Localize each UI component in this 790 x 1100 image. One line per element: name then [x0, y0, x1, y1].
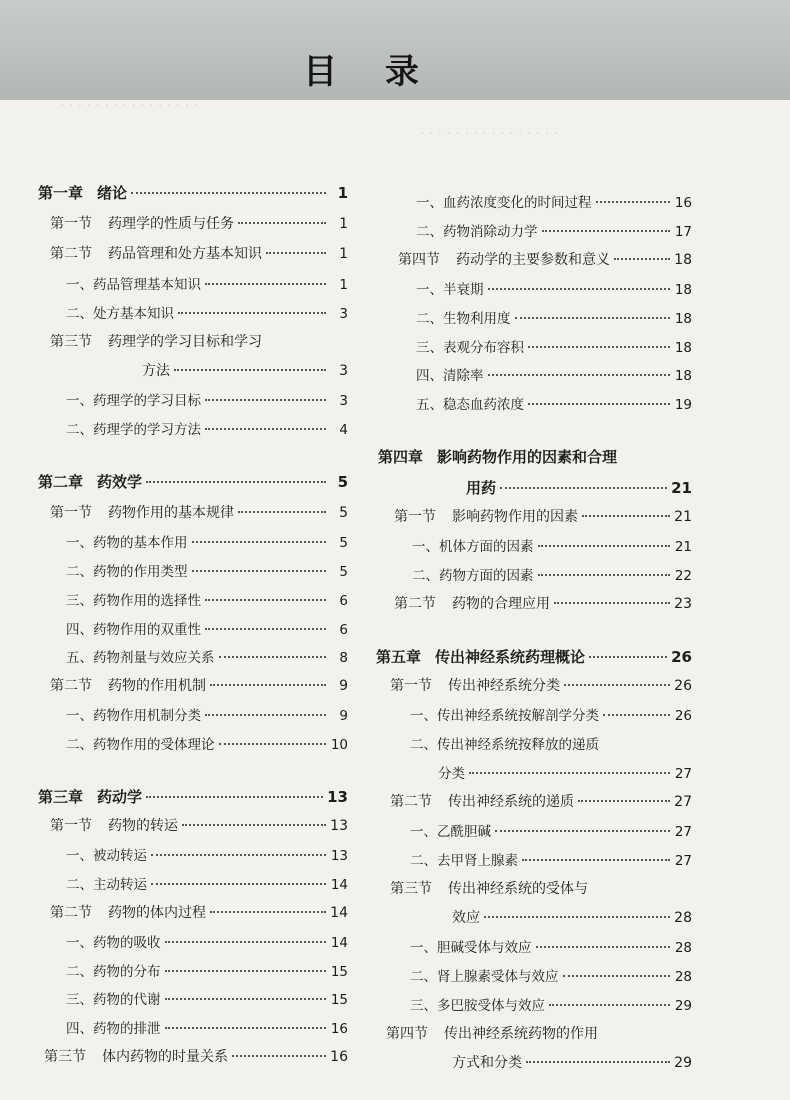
dot-leader	[538, 544, 671, 547]
toc-entry-title: 五、稳态血药浓度	[416, 397, 524, 413]
toc-section-entry[interactable]	[36, 675, 348, 695]
toc-page-number: 13	[330, 848, 348, 864]
toc-item-entry[interactable]	[36, 531, 348, 551]
toc-item-entry[interactable]	[36, 646, 348, 666]
dot-leader	[146, 480, 326, 483]
toc-page-number: 28	[674, 969, 692, 985]
toc-entry-title: 分类	[438, 766, 465, 782]
toc-item-entry[interactable]	[376, 564, 692, 584]
toc-page-number: 3	[339, 393, 348, 409]
toc-item-entry[interactable]	[36, 589, 348, 609]
toc-page-number: 27	[674, 824, 692, 840]
toc-page-number: 26	[674, 678, 692, 694]
toc-entry-title: 传出神经系统的受体与	[448, 881, 588, 897]
toc-item-entry[interactable]	[36, 273, 348, 293]
dot-leader	[596, 200, 671, 203]
dot-leader	[488, 287, 671, 290]
toc-item-entry[interactable]	[376, 535, 692, 555]
toc-page-number: 1	[339, 216, 348, 232]
toc-page-number: 5	[339, 564, 348, 580]
toc-entry-number: 第二节	[394, 596, 436, 612]
toc-item-entry[interactable]	[36, 931, 348, 951]
toc-section-entry[interactable]	[36, 243, 348, 263]
toc-page-number: 17	[674, 224, 692, 240]
toc-item-entry[interactable]	[36, 988, 348, 1008]
toc-item-entry[interactable]	[36, 618, 348, 638]
toc-page-number: 1	[339, 246, 348, 262]
toc-entry-title: 一、半衰期	[416, 282, 484, 298]
toc-entry-title: 一、胆碱受体与效应	[410, 940, 532, 956]
toc-section-entry[interactable]	[376, 593, 692, 613]
toc-item-entry[interactable]	[36, 960, 348, 980]
toc-chapter-entry[interactable]	[376, 477, 692, 498]
dot-leader	[165, 969, 327, 972]
toc-entry-title: 四、清除率	[416, 368, 484, 384]
dot-leader	[205, 282, 326, 285]
page-title: 目 录	[303, 52, 437, 92]
dot-leader	[266, 341, 344, 342]
toc-entry-title: 二、去甲肾上腺素	[410, 853, 518, 869]
dot-leader	[151, 882, 326, 885]
toc-entry-title: 三、多巴胺受体与效应	[410, 998, 545, 1014]
dot-leader	[621, 457, 688, 458]
toc-page-number: 15	[330, 992, 348, 1008]
toc-page-number: 21	[674, 509, 692, 525]
dot-leader	[238, 510, 326, 513]
toc-entry-title: 四、药物作用的双重性	[66, 622, 201, 638]
toc-item-entry[interactable]	[376, 762, 692, 782]
toc-item-entry[interactable]	[36, 733, 348, 753]
dot-leader	[205, 598, 326, 601]
dot-leader	[563, 974, 671, 977]
toc-page-number: 5	[339, 505, 348, 521]
dot-leader	[578, 799, 670, 802]
toc-entry-title: 二、主动转运	[66, 877, 147, 893]
toc-item-entry[interactable]	[376, 733, 692, 753]
toc-entry-title: 一、被动转运	[66, 848, 147, 864]
toc-entry-title: 方式和分类	[452, 1055, 522, 1071]
toc-entry-number: 第一节	[50, 818, 92, 834]
dot-leader	[205, 398, 326, 401]
toc-page-number: 6	[339, 622, 348, 638]
toc-entry-title: 一、乙酰胆碱	[410, 824, 491, 840]
toc-entry-number: 第三章	[38, 788, 84, 806]
dot-leader	[592, 888, 688, 889]
toc-section-entry[interactable]	[376, 1052, 692, 1072]
toc-item-entry[interactable]	[376, 994, 692, 1014]
toc-chapter-entry[interactable]	[376, 446, 692, 467]
toc-entry-title: 方法	[142, 363, 170, 379]
toc-item-entry[interactable]	[36, 704, 348, 724]
dot-leader	[205, 427, 326, 430]
toc-entry-title: 一、药物作用机制分类	[66, 708, 201, 724]
toc-entry-title: 药物的体内过程	[108, 905, 206, 921]
toc-chapter-entry[interactable]	[376, 646, 692, 667]
dot-leader	[178, 311, 326, 314]
toc-entry-title: 传出神经系统药物的作用	[444, 1026, 598, 1042]
toc-item-entry[interactable]	[36, 1017, 348, 1037]
toc-entry-title: 一、药物的吸收	[66, 935, 161, 951]
toc-page-number: 13	[330, 818, 348, 834]
toc-item-entry[interactable]	[376, 336, 692, 356]
toc-entry-number: 第四章	[378, 448, 424, 466]
toc-section-entry[interactable]	[36, 213, 348, 233]
toc-section-entry[interactable]	[376, 791, 692, 811]
toc-item-entry[interactable]	[376, 364, 692, 384]
toc-page-number: 16	[674, 195, 692, 211]
toc-page-number: 28	[674, 910, 692, 926]
toc-entry-title: 二、肾上腺素受体与效应	[410, 969, 559, 985]
toc-section-entry[interactable]	[36, 502, 348, 522]
toc-entry-title: 传出神经系统分类	[448, 678, 560, 694]
toc-entry-title: 药动学	[97, 788, 143, 806]
toc-item-entry[interactable]	[376, 307, 692, 327]
toc-entry-number: 第五章	[376, 648, 422, 666]
dot-leader	[165, 997, 327, 1000]
toc-entry-title: 三、药物作用的选择性	[66, 593, 201, 609]
toc-section-entry[interactable]	[376, 249, 692, 269]
dot-leader	[210, 683, 326, 686]
toc-entry-title: 二、生物利用度	[416, 311, 511, 327]
dot-leader	[205, 713, 326, 716]
toc-item-entry[interactable]	[376, 191, 692, 211]
dot-leader	[484, 915, 670, 918]
toc-page-number: 19	[674, 397, 692, 413]
toc-entry-title: 效应	[452, 910, 480, 926]
toc-entry-title: 二、药物消除动力学	[416, 224, 538, 240]
toc-page-number: 18	[674, 311, 692, 327]
toc-entry-number: 第三节	[50, 334, 92, 350]
toc-item-entry[interactable]	[36, 873, 348, 893]
toc-entry-title: 一、血药浓度变化的时间过程	[416, 195, 592, 211]
toc-page-number: 1	[337, 184, 348, 202]
dot-leader	[192, 540, 327, 543]
dot-leader	[232, 1054, 326, 1057]
toc-page-number: 13	[327, 788, 348, 806]
toc-page-number: 5	[339, 535, 348, 551]
dot-leader	[131, 191, 326, 194]
dot-leader	[266, 251, 326, 254]
toc-page-number: 14	[330, 877, 348, 893]
toc-page-number: 15	[330, 964, 348, 980]
show-through-shadow: · · · · · · · · · · · · · · · ·	[60, 98, 198, 114]
toc-page-number: 29	[674, 998, 692, 1014]
toc-entry-number: 第一节	[390, 678, 432, 694]
toc-entry-title: 二、药物方面的因素	[412, 568, 534, 584]
toc-page-number: 1	[339, 277, 348, 293]
toc-item-entry[interactable]	[36, 302, 348, 322]
toc-entry-number: 第二节	[50, 905, 92, 921]
toc-entry-title: 一、传出神经系统按解剖学分类	[410, 708, 599, 724]
toc-item-entry[interactable]	[36, 418, 348, 438]
toc-entry-number: 第一节	[50, 505, 92, 521]
dot-leader	[542, 229, 671, 232]
toc-page-number: 26	[671, 648, 692, 666]
toc-item-entry[interactable]	[36, 560, 348, 580]
toc-chapter-entry[interactable]	[36, 471, 348, 492]
toc-entry-number: 第三节	[390, 881, 432, 897]
dot-leader	[469, 771, 670, 774]
toc-chapter-entry[interactable]	[36, 786, 348, 807]
toc-entry-number: 第一节	[50, 216, 92, 232]
toc-page-number: 27	[674, 853, 692, 869]
toc-section-entry[interactable]	[36, 815, 348, 835]
toc-entry-title: 一、药品管理基本知识	[66, 277, 201, 293]
toc-entry-title: 二、药物的作用类型	[66, 564, 188, 580]
toc-entry-title: 药理学的性质与任务	[108, 216, 234, 232]
toc-entry-title: 药物作用的基本规律	[108, 505, 234, 521]
toc-entry-title: 二、药物作用的受体理论	[66, 737, 215, 753]
toc-entry-title: 二、处方基本知识	[66, 306, 174, 322]
toc-page-number: 3	[339, 363, 348, 379]
toc-entry-number: 第二节	[390, 794, 432, 810]
dot-leader	[538, 573, 671, 576]
toc-entry-number: 第四节	[386, 1026, 428, 1042]
toc-entry-title: 三、药物的代谢	[66, 992, 161, 1008]
toc-entry-title: 二、传出神经系统按释放的递质	[410, 737, 599, 753]
toc-entry-title: 药效学	[97, 473, 143, 491]
toc-page-number: 10	[330, 737, 348, 753]
toc-page-number: 29	[674, 1055, 692, 1071]
toc-entry-number: 第一节	[394, 509, 436, 525]
dot-leader	[488, 373, 671, 376]
dot-leader	[515, 316, 671, 319]
toc-item-entry[interactable]	[376, 965, 692, 985]
dot-leader	[582, 514, 670, 517]
toc-page-number: 5	[337, 473, 348, 491]
toc-entry-number: 第二节	[50, 678, 92, 694]
toc-entry-title: 五、药物剂量与效应关系	[66, 650, 215, 666]
toc-page-number: 22	[674, 568, 692, 584]
toc-page-number: 8	[339, 650, 348, 666]
dot-leader	[174, 368, 326, 371]
toc-page-number: 14	[330, 935, 348, 951]
dot-leader	[603, 744, 688, 745]
toc-section-entry[interactable]	[376, 506, 692, 526]
toc-chapter-entry[interactable]	[36, 182, 348, 203]
toc-page-number: 26	[674, 708, 692, 724]
toc-page-number: 14	[330, 905, 348, 921]
toc-page-number: 27	[674, 794, 692, 810]
toc-item-entry[interactable]	[36, 389, 348, 409]
dot-leader	[192, 569, 327, 572]
toc-section-entry[interactable]	[36, 1046, 348, 1066]
toc-entry-title: 绪论	[97, 184, 128, 202]
toc-entry-title: 体内药物的时量关系	[102, 1049, 228, 1065]
toc-section-entry[interactable]	[36, 331, 348, 351]
toc-entry-title: 药动学的主要参数和意义	[456, 252, 610, 268]
toc-entry-number: 第四节	[398, 252, 440, 268]
toc-entry-title: 传出神经系统的递质	[448, 794, 574, 810]
toc-page-number: 21	[671, 479, 692, 497]
toc-item-entry[interactable]	[376, 820, 692, 840]
toc-entry-title: 影响药物作用的因素和合理	[437, 448, 618, 466]
toc-entry-title: 一、机体方面的因素	[412, 539, 534, 555]
toc-page-number: 18	[674, 252, 692, 268]
dot-leader	[210, 910, 326, 913]
toc-page-number: 3	[339, 306, 348, 322]
dot-leader	[205, 627, 326, 630]
dot-leader	[165, 1026, 327, 1029]
toc-page-number: 18	[674, 340, 692, 356]
toc-entry-title: 一、药理学的学习目标	[66, 393, 201, 409]
toc-entry-title: 用药	[466, 479, 497, 497]
toc-item-entry[interactable]	[376, 393, 692, 413]
toc-page-number: 9	[339, 678, 348, 694]
toc-entry-title: 药理学的学习目标和学习	[108, 334, 262, 350]
dot-leader	[522, 858, 670, 861]
dot-leader	[603, 713, 670, 716]
toc-page-number: 16	[330, 1049, 348, 1065]
toc-entry-title: 药物的作用机制	[108, 678, 206, 694]
toc-section-entry[interactable]	[36, 902, 348, 922]
toc-entry-title: 三、表观分布容积	[416, 340, 524, 356]
dot-leader	[564, 683, 670, 686]
toc-item-entry[interactable]	[376, 704, 692, 724]
dot-leader	[526, 1060, 670, 1063]
toc-page-number: 16	[330, 1021, 348, 1037]
toc-entry-title: 药物的合理应用	[452, 596, 550, 612]
toc-item-entry[interactable]	[376, 849, 692, 869]
toc-item-entry[interactable]	[376, 936, 692, 956]
toc-entry-number: 第二章	[38, 473, 84, 491]
dot-leader	[589, 655, 667, 658]
show-through-shadow: · · · · · · · · · · · · · · · ·	[420, 126, 558, 142]
toc-entry-number: 第二节	[50, 246, 92, 262]
toc-entry-number: 第三节	[44, 1049, 86, 1065]
dot-leader	[151, 853, 326, 856]
toc-page-number: 21	[674, 539, 692, 555]
toc-section-entry[interactable]	[36, 360, 348, 380]
toc-item-entry[interactable]	[376, 278, 692, 298]
dot-leader	[219, 742, 327, 745]
dot-leader	[495, 829, 670, 832]
toc-entry-title: 二、药物的分布	[66, 964, 161, 980]
dot-leader	[165, 940, 327, 943]
dot-leader	[614, 257, 670, 260]
toc-section-entry[interactable]	[376, 907, 692, 927]
dot-leader	[182, 823, 326, 826]
toc-section-entry[interactable]	[376, 878, 692, 898]
dot-leader	[549, 1003, 670, 1006]
toc-page-number: 18	[674, 282, 692, 298]
toc-entry-title: 四、药物的排泄	[66, 1021, 161, 1037]
toc-page-number: 27	[674, 766, 692, 782]
toc-section-entry[interactable]	[376, 1023, 692, 1043]
dot-leader	[602, 1033, 688, 1034]
toc-entry-title: 传出神经系统药理概论	[435, 648, 586, 666]
dot-leader	[238, 221, 326, 224]
toc-item-entry[interactable]	[36, 844, 348, 864]
toc-page-number: 28	[674, 940, 692, 956]
dot-leader	[554, 601, 670, 604]
dot-leader	[146, 795, 323, 798]
toc-entry-title: 二、药理学的学习方法	[66, 422, 201, 438]
toc-page-number: 18	[674, 368, 692, 384]
dot-leader	[500, 486, 667, 489]
dot-leader	[219, 655, 327, 658]
toc-section-entry[interactable]	[376, 675, 692, 695]
toc-entry-title: 药品管理和处方基本知识	[108, 246, 262, 262]
dot-leader	[528, 345, 670, 348]
toc-page-number: 6	[339, 593, 348, 609]
toc-entry-title: 药物的转运	[108, 818, 178, 834]
toc-page-number: 9	[339, 708, 348, 724]
toc-page-number: 23	[674, 596, 692, 612]
toc-entry-number: 第一章	[38, 184, 84, 202]
toc-item-entry[interactable]	[376, 220, 692, 240]
toc-entry-title: 影响药物作用的因素	[452, 509, 578, 525]
toc-entry-title: 一、药物的基本作用	[66, 535, 188, 551]
dot-leader	[536, 945, 671, 948]
dot-leader	[528, 402, 670, 405]
toc-page-number: 4	[339, 422, 348, 438]
